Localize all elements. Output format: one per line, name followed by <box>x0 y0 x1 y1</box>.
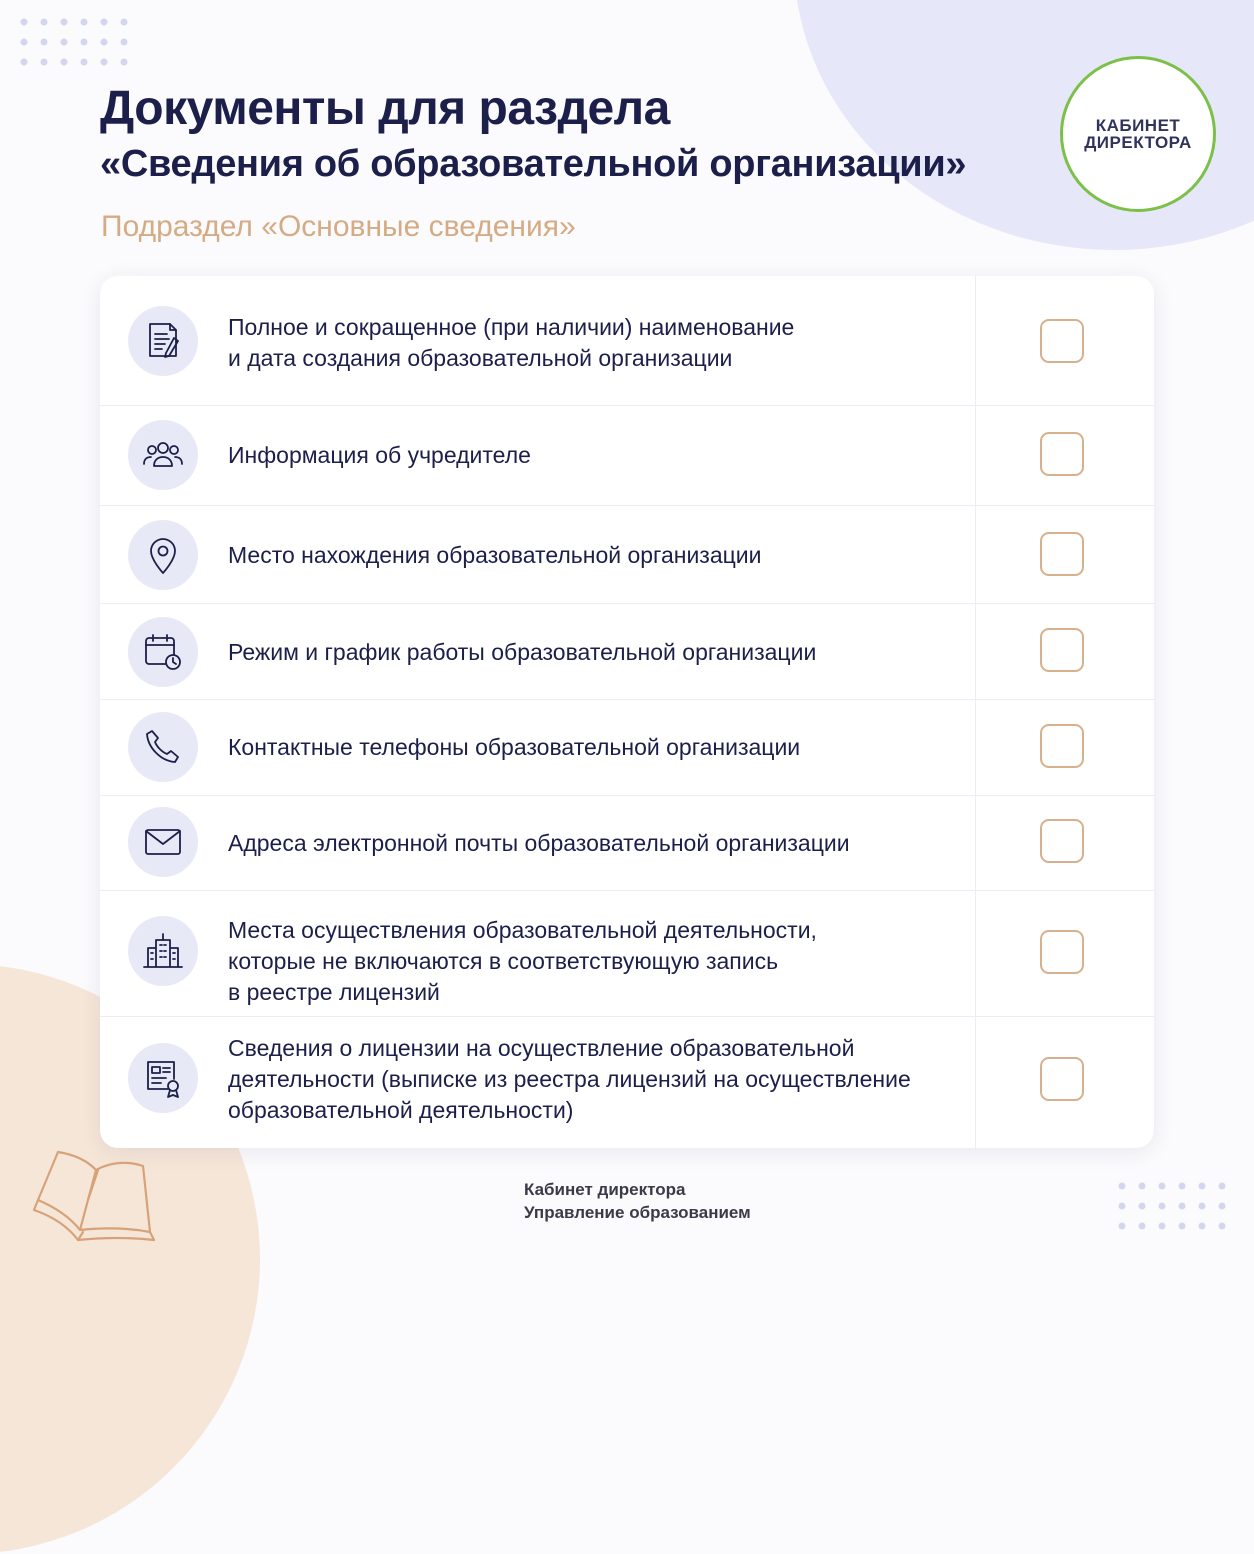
checklist-item-text: Информация об учредителе <box>228 442 531 468</box>
page-title: Документы для раздела <box>100 82 670 135</box>
building-icon <box>128 916 198 986</box>
footer-credits <box>524 1178 751 1224</box>
checklist-row <box>100 1017 1154 1148</box>
checklist-item-text: Режим и график работы образовательной организации <box>228 639 817 665</box>
checklist-item-text: Сведения о лицензии на осуществление образовательной деятельности (выписке из реестра лицензий на осуществление образовательной деятельности) <box>228 1035 911 1123</box>
page-title-section: «Сведения об образовательной организации» <box>100 143 967 185</box>
checklist-item-text: Полное и сокращенное (при наличии) наименование и дата создания образовательной организации <box>228 314 795 371</box>
checklist-item-text: Адреса электронной почты образовательной организации <box>228 830 850 856</box>
document-edit-icon <box>128 306 198 376</box>
decor-dots-bottom-right <box>1116 1180 1236 1236</box>
checklist-card <box>100 276 1154 1148</box>
item-checkbox[interactable] <box>1040 432 1084 476</box>
checklist-row <box>100 506 1154 604</box>
brand-logo <box>1060 56 1216 212</box>
checklist-row <box>100 604 1154 700</box>
item-checkbox[interactable] <box>1040 819 1084 863</box>
checklist-row <box>100 891 1154 1017</box>
checklist-row <box>100 796 1154 891</box>
checklist-row <box>100 700 1154 796</box>
checklist-row <box>100 276 1154 406</box>
checklist-item-text: Место нахождения образовательной организации <box>228 542 762 568</box>
calendar-clock-icon <box>128 617 198 687</box>
people-group-icon <box>128 420 198 490</box>
checklist-item-text: Контактные телефоны образовательной организации <box>228 734 801 760</box>
logo-line-2: ДИРЕКТОРА <box>1084 133 1192 152</box>
open-book-icon <box>28 1140 168 1250</box>
phone-icon <box>128 712 198 782</box>
checklist-item-text: Места осуществления образовательной деятельности, которые не включаются в соответствующую запись в реестре лицензий <box>228 917 817 1005</box>
checklist-row <box>100 406 1154 506</box>
item-checkbox[interactable] <box>1040 532 1084 576</box>
decor-dots-top-left <box>18 16 138 72</box>
footer-line-2: Управление образованием <box>524 1203 751 1222</box>
item-checkbox[interactable] <box>1040 628 1084 672</box>
item-checkbox[interactable] <box>1040 319 1084 363</box>
footer-line-1: Кабинет директора <box>524 1180 686 1199</box>
license-certificate-icon <box>128 1043 198 1113</box>
item-checkbox[interactable] <box>1040 930 1084 974</box>
envelope-icon <box>128 807 198 877</box>
page-subtitle: Подраздел «Основные сведения» <box>101 210 576 243</box>
item-checkbox[interactable] <box>1040 1057 1084 1101</box>
logo-line-1: КАБИНЕТ <box>1095 116 1181 135</box>
item-checkbox[interactable] <box>1040 724 1084 768</box>
location-pin-icon <box>128 520 198 590</box>
